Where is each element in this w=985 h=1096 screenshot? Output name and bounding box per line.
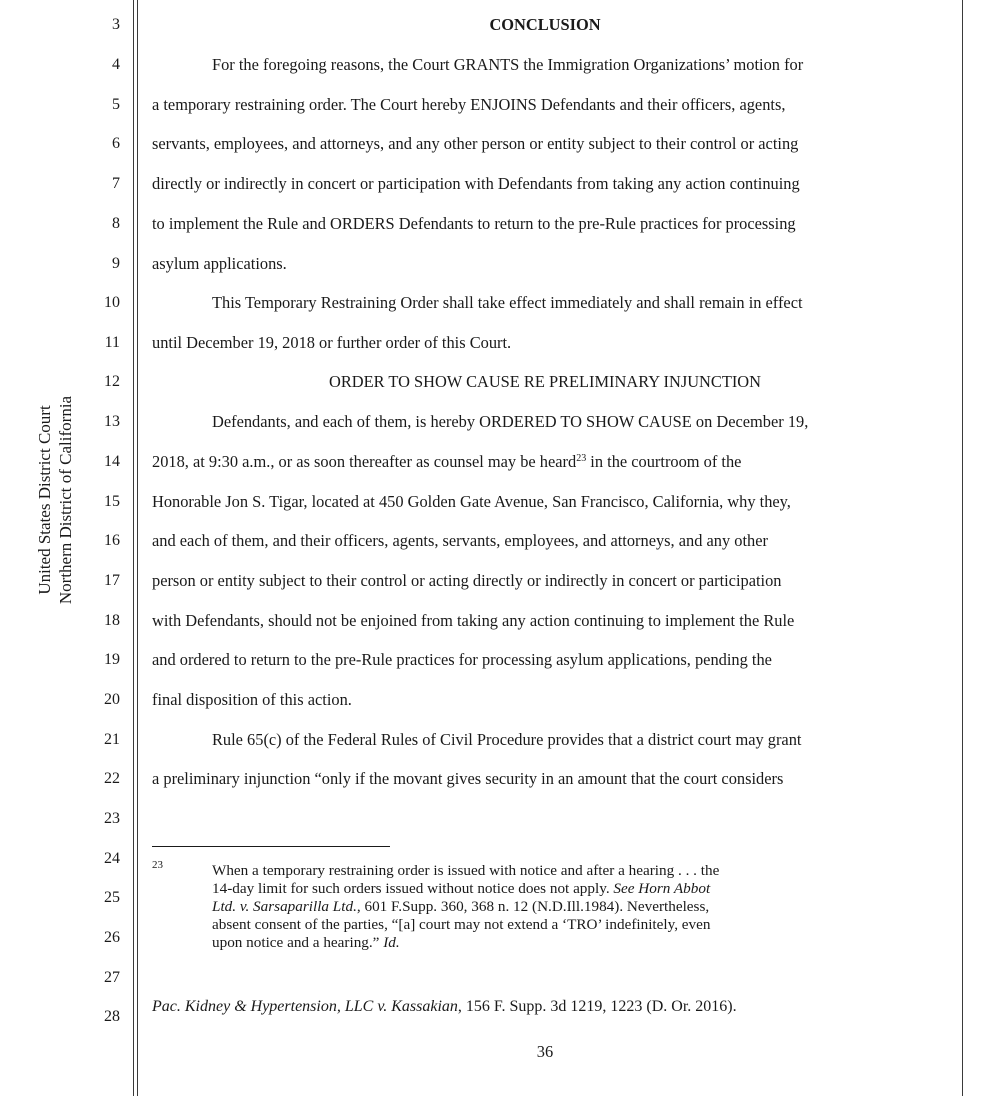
right-margin-rule <box>962 0 963 1096</box>
text-line: This Temporary Restraining Order shall take effect immediately and shall remain in effect <box>212 293 803 312</box>
case-name: Pac. Kidney & Hypertension, LLC v. Kassakian <box>152 998 458 1015</box>
line-number: 10 <box>104 294 120 311</box>
footnote-number: 23 <box>152 859 163 871</box>
text-line: a preliminary injunction “only if the movant gives security in an amount that the court considers <box>152 769 784 788</box>
court-caption-line1: United States District Court <box>35 405 54 595</box>
line-number: 11 <box>104 334 120 351</box>
text-line: to implement the Rule and ORDERS Defendants to return to the pre-Rule practices for processing <box>152 214 796 233</box>
footnote-line <box>212 880 710 898</box>
line-number: 16 <box>104 532 120 549</box>
id-citation: Id. <box>383 934 400 951</box>
text-line: with Defendants, should not be enjoined from taking any action continuing to implement the Rule <box>152 611 795 630</box>
line-number: 15 <box>104 493 120 510</box>
line-number: 27 <box>104 969 120 986</box>
text-segment: , 156 F. Supp. 3d 1219, 1223 (D. Or. 2016). <box>457 998 737 1015</box>
footnote-separator <box>152 846 390 847</box>
text-line <box>152 451 741 473</box>
text-segment: upon notice and a hearing.” <box>212 934 384 951</box>
text-line: Rule 65(c) of the Federal Rules of Civil Procedure provides that a district court may grant <box>212 730 802 749</box>
line-number: 28 <box>104 1008 120 1025</box>
line-number: 21 <box>104 731 120 748</box>
text-line: until December 19, 2018 or further order of this Court. <box>152 333 512 352</box>
line-number: 22 <box>104 770 120 787</box>
text-line: For the foregoing reasons, the Court GRANTS the Immigration Organizations’ motion for <box>212 55 804 74</box>
text-line: final disposition of this action. <box>152 690 352 709</box>
text-segment: 2018, at 9:30 a.m., or as soon thereafter as counsel may be heard <box>152 452 577 471</box>
text-segment: 14-day limit for such orders issued without notice does not apply. <box>212 880 614 897</box>
line-number: 18 <box>104 612 120 629</box>
footnote-reference: 23 <box>576 453 587 464</box>
line-number: 8 <box>112 215 120 232</box>
line-number: 12 <box>104 373 120 390</box>
line-number: 26 <box>104 929 120 946</box>
text-segment: in the courtroom of the <box>586 452 742 471</box>
case-name: See Horn Abbot <box>613 880 711 897</box>
text-line: servants, employees, and attorneys, and any other person or entity subject to their control or acting <box>152 134 799 153</box>
line-number: 14 <box>104 453 120 470</box>
line-number: 4 <box>112 56 120 73</box>
text-line: Defendants, and each of them, is hereby ORDERED TO SHOW CAUSE on December 19, <box>212 412 809 431</box>
text-line: a temporary restraining order. The Court hereby ENJOINS Defendants and their officers, agents, <box>152 95 786 114</box>
osc-heading: ORDER TO SHOW CAUSE RE PRELIMINARY INJUNCTION <box>329 372 761 391</box>
left-margin-rule <box>133 0 134 1096</box>
text-line: person or entity subject to their control or acting directly or indirectly in concert or participation <box>152 571 782 590</box>
text-line: asylum applications. <box>152 254 287 273</box>
text-segment: , 601 F.Supp. 360, 368 n. 12 (N.D.Ill.1984). Nevertheless, <box>356 898 710 915</box>
footnote-line: absent consent of the parties, “[a] court may not extend a ‘TRO’ indefinitely, even <box>212 916 711 933</box>
court-caption <box>34 270 76 730</box>
conclusion-heading: CONCLUSION <box>489 15 601 34</box>
text-line: and each of them, and their officers, agents, servants, employees, and attorneys, and any other <box>152 531 768 550</box>
footnote-line: When a temporary restraining order is issued with notice and after a hearing . . . the <box>212 862 720 879</box>
line-number: 20 <box>104 691 120 708</box>
text-line: Honorable Jon S. Tigar, located at 450 Golden Gate Avenue, San Francisco, California, why they, <box>152 492 791 511</box>
line-number: 23 <box>104 810 120 827</box>
footnote-citation <box>152 998 737 1016</box>
case-name: Ltd. v. Sarsaparilla Ltd. <box>212 898 357 915</box>
text-line: directly or indirectly in concert or participation with Defendants from taking any action continuing <box>152 174 800 193</box>
line-number: 6 <box>112 135 120 152</box>
footnote-line <box>212 934 400 952</box>
footnote-line <box>212 898 709 916</box>
line-number: 19 <box>104 651 120 668</box>
line-number: 13 <box>104 413 120 430</box>
line-number: 24 <box>104 850 120 867</box>
line-number: 5 <box>112 96 120 113</box>
line-number: 7 <box>112 175 120 192</box>
court-caption-line2: Northern District of California <box>56 395 75 605</box>
left-margin-rule <box>137 0 138 1096</box>
line-number: 3 <box>112 16 120 33</box>
page-number: 36 <box>536 1042 554 1061</box>
line-number: 9 <box>112 255 120 272</box>
line-number: 25 <box>104 889 120 906</box>
line-number: 17 <box>104 572 120 589</box>
text-line: and ordered to return to the pre-Rule practices for processing asylum applications, pending the <box>152 650 772 669</box>
